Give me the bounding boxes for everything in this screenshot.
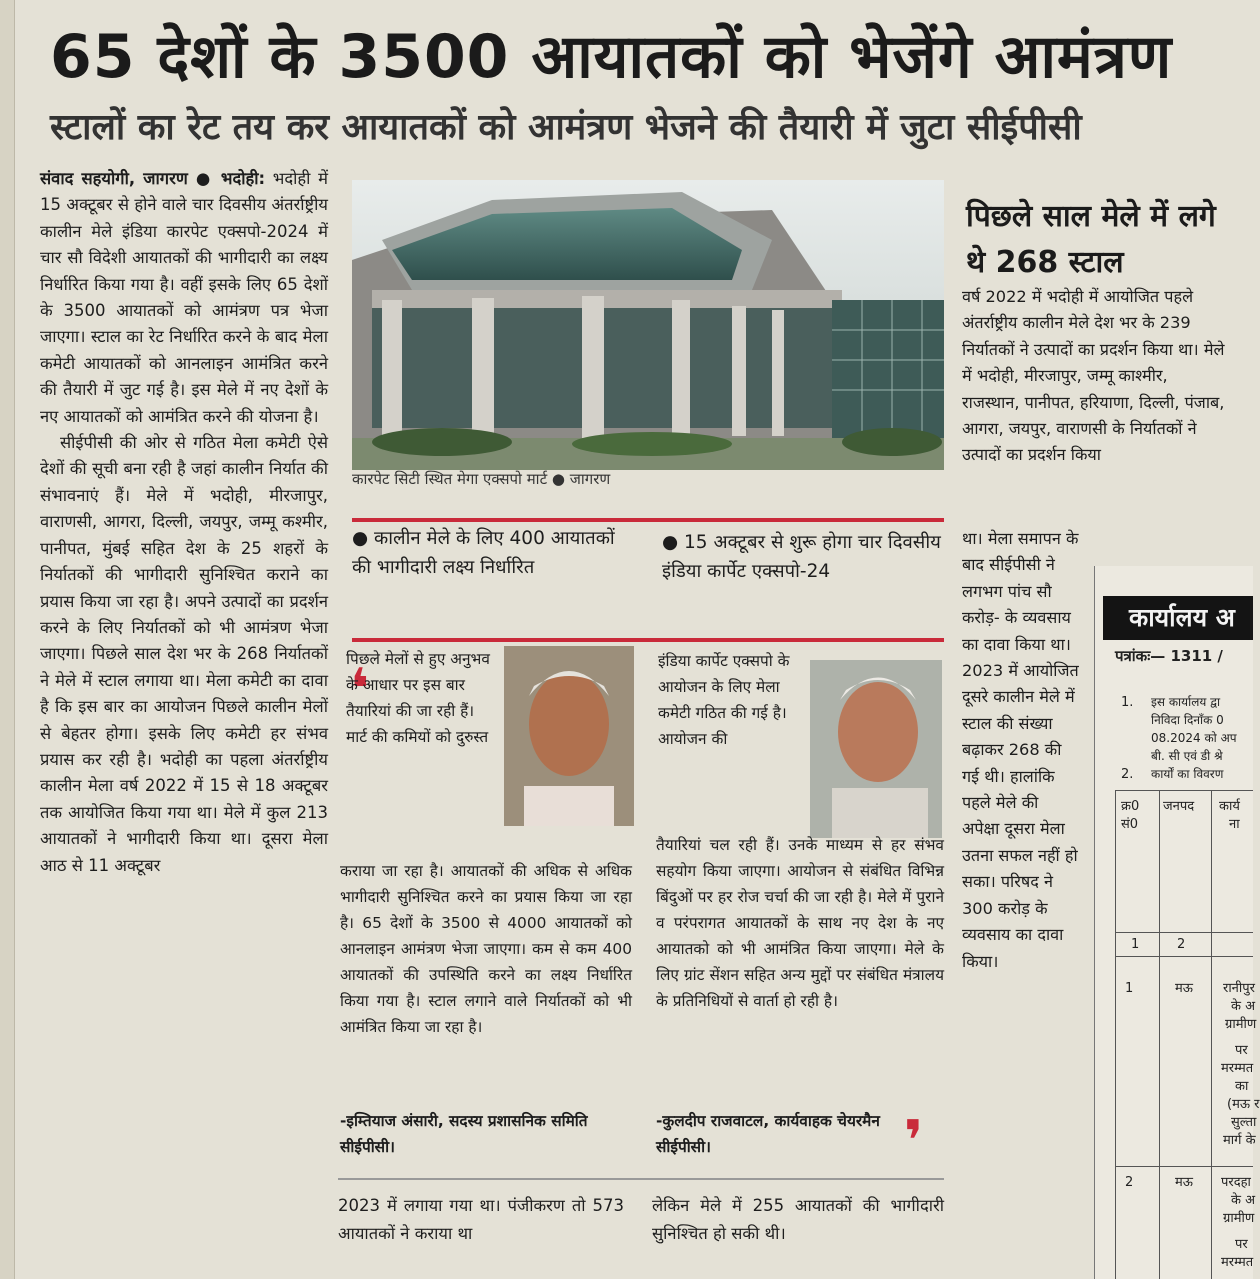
sidebox-body-wide: वर्ष 2022 में भदोही में आयोजित पहले अंतर्राष्ट्रीय कालीन मेले देश भर के 239 निर्यातकों ने उत्पादों का प्रदर्शन किया था। मेले में भदोही, मीरजापुर, जम्मू काश्मीर, राजस्थान, पानीपत, हरियाणा, दिल्ली, पंजाब, आगरा, जयपुर, वाराणसी के निर्यातकों ने उत्पादों का प्रदर्शन किया	[962, 287, 1225, 465]
kuldeep-portrait	[810, 660, 942, 838]
table-rule	[1159, 790, 1160, 1279]
quote-left-intro: पिछले मेलों से हुए अनुभव के आधार पर इस बार तैयारियां की जा रही हैं। मार्ट की कमियों को दुरुस्त	[346, 650, 490, 746]
row1-district: मऊ	[1175, 981, 1193, 996]
row1-work-3: ग्रामीण	[1225, 1017, 1257, 1032]
row2-work-3: ग्रामीण	[1223, 1211, 1255, 1226]
table-rule	[1211, 790, 1212, 1279]
body-text-1: भदोही में 15 अक्टूबर से होने वाले चार दिवसीय अंतर्राष्ट्रीय कालीन मेले इंडिया कारपेट एक्सपो-2024 में चार सौ विदेशी आयातकों की भागीदारी का लक्ष्य निर्धारित किया गया है। वहीं इसके लिए 65 देशों के 3500 आयातकों को आमंत्रण पत्र भेजा जाएगा। स्टाल का रेट निर्धारित करने के बाद मेला कमेटी आयातकों को आनलाइन आमंत्रित करने की तैयारी में जुट गई है। इस मेले में नए देशों के नए आयातकों को आमंत्रित करने की योजना है।	[40, 169, 328, 426]
row1-work-7: (मऊ र	[1227, 1097, 1260, 1112]
table-rule	[1115, 790, 1116, 1279]
col-sn: क्र0	[1121, 799, 1140, 814]
notice-ref: पत्रांकः— 1311 /	[1115, 647, 1223, 665]
col-work-2: ना	[1229, 817, 1240, 832]
row1-work-5: मरम्मत	[1221, 1061, 1254, 1076]
person-photo-icon	[810, 660, 942, 838]
row1-work-8: सुल्ता	[1231, 1115, 1257, 1130]
row2-no: 2	[1125, 1175, 1134, 1190]
notice-item-1: 1.	[1121, 695, 1134, 710]
col-num-1: 1	[1131, 937, 1140, 952]
row1-work-4: पर	[1235, 1043, 1248, 1058]
person-photo-icon	[504, 646, 634, 826]
quote-close-icon: ❜	[904, 1109, 924, 1174]
row1-work-9: मार्ग के	[1223, 1133, 1256, 1148]
table-rule	[1115, 790, 1253, 791]
highlight-left: ● कालीन मेले के लिए 400 आयातकों की भागीदारी लक्ष्य निर्धारित	[352, 528, 615, 578]
expo-mart-photo	[352, 180, 944, 470]
notice-line-2: निविदा दिनाँक 0	[1151, 713, 1224, 727]
body-paragraph-2: सीईपीसी की ओर से गठित मेला कमेटी ऐसे देशों की सूची बना रही है जहां कालीन निर्यात की संभावनाएं हैं। मेले में भदोही, मीरजापुर, वाराणसी, आगरा, दिल्ली, जयपुर, जम्मू कश्मीर, पानीपत, मुंबई सहित देश के 25 शहरों के निर्यातकों की भागीदारी सुनिश्चित कराने का प्रयास किया जा रहा है। अपने उत्पादों का प्रदर्शन करने के लिए निर्यातकों को भी आमंत्रण भेजा जाएगा। पिछले साल देश भर के 268 निर्यातकों ने मेले में स्टाल लगाया था। मेला कमेटी का दावा है कि इस बार का आयोजन पिछले कालीन मेलों से बेहतर होगा। इसके लिए कमेटी हर संभव प्रयास कर रही है। भदोही का पहला अंतर्राष्ट्रीय कालीन मेला वर्ष 2022 में 15 से 18 अक्टूबर तक आयोजित किया गया था। मेले में कुल 213 आयातकों ने भागीदारी किया था। दूसरा मेला आठ से 11 अक्टूबर	[40, 433, 328, 875]
row2-work-2: के अ	[1231, 1193, 1256, 1208]
row1-no: 1	[1125, 981, 1134, 996]
continuation-right: लेकिन मेले में 255 आयातकों की भागीदारी सुनिश्चित हो सकी थी।	[652, 1196, 944, 1243]
sidebox-body-narrow: था। मेला समापन के बाद सीईपीसी ने लगभग पांच सौ करोड़- के व्यवसाय का दावा किया था। 2023 में आयोजित दूसरे कालीन मेले में स्टाल की संख्या बढ़ाकर 268 की गई थी। हालांकि पहले मेले की अपेक्षा दूसरा मेला उतना सफल नहीं हो सका। परिषद ने 300 करोड़ के व्यवसाय का दावा किया।	[962, 529, 1079, 971]
imtiyaz-portrait	[504, 646, 634, 826]
notice-line-3: 08.2024 को अप	[1151, 731, 1237, 745]
row2-district: मऊ	[1175, 1175, 1193, 1190]
row1-work-6: का	[1235, 1079, 1249, 1094]
subheadline: स्टालों का रेट तय कर आयातकों को आमंत्रण भेजने की तैयारी में जुटा सीईपीसी	[50, 107, 1082, 148]
highlight-right: ● 15 अक्टूबर से शुरू होगा चार दिवसीय इंडिया कार्पेट एक्सपो-24	[662, 532, 941, 582]
quote-left-body: कराया जा रहा है। आयातकों की अधिक से अधिक भागीदारी सुनिश्चित करने का प्रयास किया जा रहा है। 65 देशों के 3500 से 4000 आयातकों को आनलाइन आमंत्रण भेजा जाएगा। कम से कम 400 आयातकों की उपस्थिति करने का लक्ष्य निर्धारित किया गया है। स्टाल लगाने वाले निर्यातकों को भी आमंत्रित किया जा रहा है।	[340, 862, 632, 1036]
quote-right-signature: -कुलदीप राजवाटल, कार्यवाहक चेयरमैन सीईपीसी।	[656, 1112, 880, 1156]
body-paragraph-1	[40, 166, 328, 430]
table-rule	[1115, 1166, 1253, 1167]
col-work: कार्य	[1219, 799, 1240, 814]
table-rule	[1115, 932, 1253, 933]
row1-work-1: रानीपुर	[1223, 981, 1255, 996]
quote-right-body: तैयारियां चल रही हैं। उनके माध्यम से हर संभव सहयोग किया जाएगा। आयोजन से संबंधित विभिन्न बिंदुओं पर हर रोज चर्चा की जा रही है। मेले में पुराने व परंपरागत आयातकों के साथ नए देश के नए आयातको को भी आमंत्रित किया जाएगा। मेले के लिए ग्रांट सेंशन सहित अन्य मुद्दों पर संबंधित मंत्रालय के प्रतिनिधियों से वार्ता हो रही है।	[656, 836, 944, 1010]
col-num-2: 2	[1177, 937, 1186, 952]
notice-item-2: 2.	[1121, 767, 1134, 782]
table-rule	[1115, 956, 1253, 957]
red-divider-top	[352, 518, 944, 522]
quote-right-intro: इंडिया कार्पेट एक्सपो के आयोजन के लिए मेला कमेटी गठित की गई है। आयोजन की	[658, 652, 790, 748]
red-divider-bottom	[352, 638, 944, 642]
row2-work-4: पर	[1235, 1237, 1248, 1252]
row1-work-2: के अ	[1231, 999, 1256, 1014]
sidebox-headline: पिछले साल मेले में लगे थे 268 स्टाल	[966, 199, 1216, 280]
article-column-1	[40, 166, 328, 1276]
page-gutter	[0, 0, 15, 1279]
notice-title: कार्यालय अ	[1103, 596, 1253, 640]
row2-work-1: परदहा	[1221, 1175, 1251, 1190]
notice-line-4: बी. सी एवं डी श्रे	[1151, 749, 1223, 763]
row2-work-5: मरम्मत	[1221, 1255, 1254, 1270]
notice-line-5: कार्यों का विवरण	[1151, 767, 1224, 781]
headline: 65 देशों के 3500 आयातकों को भेजेंगे आमंत्रण	[50, 22, 1173, 92]
col-district: जनपद	[1163, 799, 1195, 814]
quote-left-signature: -इम्तियाज अंसारी, सदस्य प्रशासनिक समिति सीईपीसी।	[340, 1112, 588, 1156]
adjacent-notice	[1094, 566, 1260, 1279]
continuation-left: 2023 में लगाया गया था। पंजीकरण तो 573 आयातकों ने कराया था	[338, 1196, 624, 1243]
col-sn-2: सं0	[1121, 817, 1139, 832]
building-illustration	[352, 180, 944, 470]
quote-open-icon: ❛	[350, 657, 370, 722]
bottom-divider	[338, 1178, 944, 1180]
byline: संवाद सहयोगी, जागरण ● भदोही:	[40, 169, 266, 188]
photo-caption: कारपेट सिटी स्थित मेगा एक्सपो मार्ट ● जागरण	[352, 470, 611, 488]
notice-line-1: इस कार्यालय द्वा	[1151, 695, 1221, 709]
